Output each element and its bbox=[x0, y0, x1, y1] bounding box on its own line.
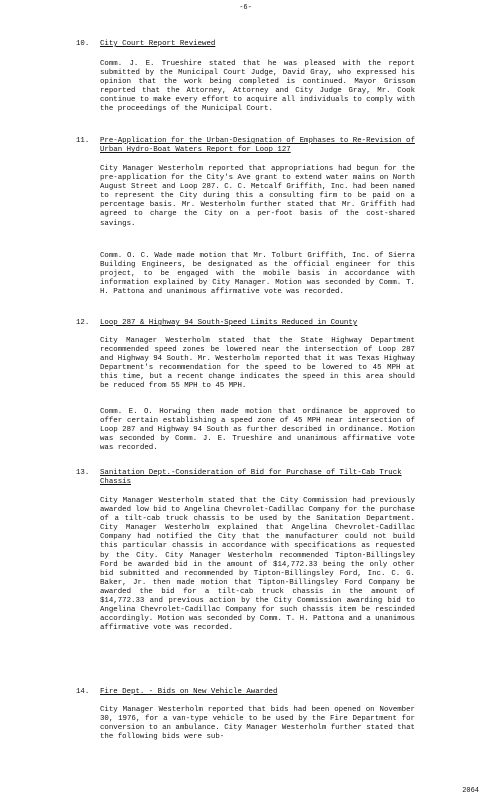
item-number: 14. bbox=[76, 688, 90, 696]
page-corner-mark: 2064 bbox=[462, 786, 479, 795]
item-paragraph: Comm. O. C. Wade made motion that Mr. Tolburt Griffith, Inc. of Sierra Building Engineers, be designated as the official engineer for this project, to be engaged with the mobile basis in accordance with information explained by City Manager. Motion was seconded by Comm. T. H. Pattona and unanimous affirmative vote was recorded. bbox=[100, 252, 415, 297]
item-title: Sanitation Dept.-Consideration of Bid for Purchase of Tilt-Cab Truck Chassis bbox=[100, 469, 402, 487]
item-number: 12. bbox=[76, 319, 90, 327]
item-paragraph: City Manager Westerholm stated that the City Commission had previously awarded low bid to Angelina Chevrolet-Cadillac Company for the purchase of a tilt-cab truck chassis to be used by the Sanitation Department. City Manager Westerholm explained that Angelina Chevrolet-Cadillac Company had notified the City that the manufacturer could not build this particular chassis in accordance with specifications as requested by the City. City Manager Westerholm recommended Tipton-Billingsley Ford be awarded bid in the amount of $14,772.33 being the only other bid submitted and recommended by Tipton-Billingsley Ford, Inc. C. G. Baker, Jr. then made motion that Tipton-Billingsley Ford Company be awarded the bid for a tilt-cab truck chassis in the amount of $14,772.33 and previous action by the City Commission awarding bid to Angelina Chevrolet-Cadillac Company for such chassis item be rescinded accordingly. Motion was seconded by Comm. T. H. Pattona and a unanimous affirmative vote was recorded. bbox=[100, 497, 415, 633]
item-title: Fire Dept. - Bids on New Vehicle Awarded bbox=[100, 688, 278, 696]
item-paragraph: City Manager Westerholm reported that bids had been opened on November 30, 1976, for a van-type vehicle to be used by the Fire Department for conversion to an ambulance. City Manager Westerholm further stated that the following bids were sub- bbox=[100, 706, 415, 742]
item-number: 13. bbox=[76, 469, 90, 477]
item-number: 11. bbox=[76, 137, 90, 145]
page-number: -6- bbox=[239, 4, 252, 12]
item-paragraph: Comm. J. E. Trueshire stated that he was pleased with the report submitted by the Municipal Court Judge, David Gray, who expressed his opinion that the work being completed is continued. Mayor Grissom reported that the Attorney, Attorney and City Judge Gray, Mr. Cook continue to make every effort to acquire all individuals to comply with the proceedings of the Municipal Court. bbox=[100, 60, 415, 114]
item-number: 10. bbox=[76, 40, 90, 48]
item-paragraph: City Manager Westerholm reported that appropriations had begun for the pre-application for the City's Ave grant to extend water mains on North August Street and Loop 287. C. C. Metcalf Griffith, Inc. had been named to represent the City during this a consulting firm to be paid on a percentage basis. Mr. Westerholm further stated that Mr. Griffith had agreed to charge the City on a per-foot basis of the cost-shared savings. bbox=[100, 165, 415, 228]
item-title: Loop 287 & Highway 94 South-Speed Limits Reduced in County bbox=[100, 319, 358, 327]
item-title: City Court Report Reviewed bbox=[100, 40, 216, 48]
item-paragraph: City Manager Westerholm stated that the State Highway Department recommended speed zones be lowered near the intersection of Loop 287 and Highway 94 South. Mr. Westerholm reported that it was Texas Highway Department's recommendation for the speed to be lowered to 45 MPH at this time, but a recent change indicates the speed in this area should be reduced from 55 MPH to 45 MPH. bbox=[100, 337, 415, 391]
item-title: Pre-Application for the Urban-Designation of Emphases to Re-Revision of Urban Hydro-Boat Waters Report for Loop 127 bbox=[100, 137, 415, 155]
item-paragraph: Comm. E. O. Horwing then made motion that ordinance be approved to offer certain establishing a speed zone of 45 MPH near intersection of Loop 287 and Highway 94 South as further described in ordinance. Motion was seconded by Comm. J. E. Trueshire and unanimous affirmative vote was recorded. bbox=[100, 408, 415, 453]
